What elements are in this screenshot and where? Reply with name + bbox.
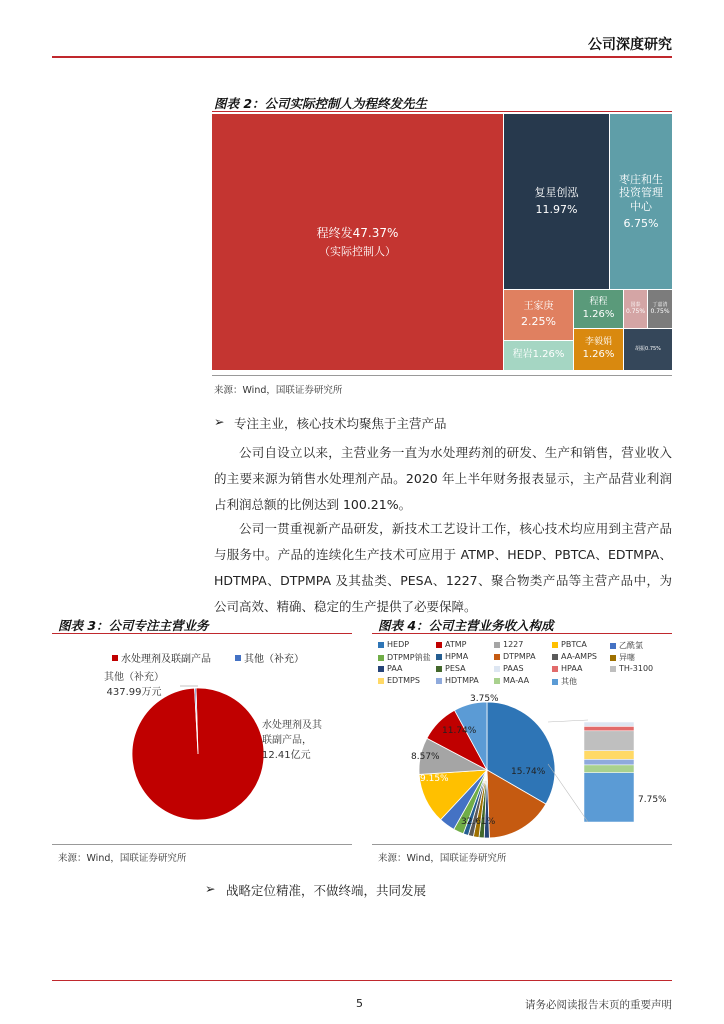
- treemap-block-chengcheng: [574, 290, 623, 328]
- figure4-legend-swatch: [436, 654, 442, 660]
- figure4-legend-swatch: [436, 642, 442, 648]
- figure4-title-rule: [372, 633, 672, 634]
- figure4-legend-item: [378, 676, 420, 685]
- figure4-breakdown-segment-1: [584, 765, 634, 773]
- treemap-label-small1: 国泰: [630, 302, 641, 309]
- figure2-title-rule: [212, 111, 672, 112]
- figure4-legend-swatch: [378, 655, 384, 661]
- figure2-bottom-rule: [212, 375, 672, 376]
- figure4-legend-item: [436, 676, 479, 685]
- figure4-label-pbtca: 11.74%: [442, 726, 477, 736]
- page-number: 5: [356, 997, 363, 1010]
- section1-paragraph-1: 公司自设立以来，主营业务一直为水处理药剂的研发、生产和销售，营业收入的主要来源为销售水处理剂产品。2020 年上半年财务报表显示，主产品营业利润占利润总额的比例达到 100.21%。: [214, 445, 672, 512]
- figure3-label-main-line3: 12.41亿元: [262, 750, 311, 761]
- figure4-label-other: 7.75%: [638, 795, 667, 805]
- treemap-label-zaozhuang: 枣庄和生投资管理中心: [619, 172, 663, 213]
- treemap-block-li: [574, 329, 623, 370]
- figure2-treemap: [212, 114, 672, 370]
- figure4-legend-label: 异噻: [619, 653, 635, 662]
- figure4-breakdown-segment-5: [584, 726, 634, 730]
- figure4-legend-item: [378, 640, 409, 649]
- figure3-label-other-value: 437.99万元: [106, 687, 162, 698]
- figure4-legend-item: [436, 664, 466, 673]
- figure4-label-dtpmpa: 15.74%: [511, 767, 546, 777]
- figure4-legend-swatch: [436, 678, 442, 684]
- figure4-legend-label: 乙酰氯: [619, 641, 643, 650]
- figure3-label-other: [104, 670, 164, 700]
- figure3-bottom-rule: [52, 844, 352, 845]
- header-divider: [52, 56, 672, 58]
- figure4-legend-swatch: [610, 666, 616, 672]
- treemap-label-small3: 胡振0.75%: [635, 346, 661, 353]
- figure4-legend-label: HDTMPA: [445, 676, 479, 685]
- figure4-pie-svg: [372, 690, 672, 842]
- figure4-legend-label: PESA: [445, 664, 466, 673]
- treemap-label-cheng: 程终发47.37%: [316, 225, 399, 240]
- treemap-label-fuxing: 复星创泓: [534, 186, 579, 200]
- figure4-legend-item: [378, 652, 431, 663]
- figure4-breakdown-segment-0: [584, 773, 634, 822]
- treemap-block-small1: [624, 290, 647, 328]
- figure4-legend-swatch: [610, 655, 616, 661]
- section1-paragraph-2: 公司一贯重视新产品研发，新技术工艺设计工作，核心技术均应用到主营产品与服务中。产品的连续化生产技术可应用于 ATMP、HEDP、PBTCA、EDTMPA、HDTMPA、DTPMPA 及其盐类、PESA、1227、聚合物类产品等主营产品中，为公司高效、精确、稳定的生产提供了必要保障。: [214, 521, 672, 614]
- treemap-pct-small1: 0.75%: [625, 308, 646, 316]
- figure4-legend-swatch: [552, 666, 558, 672]
- treemap-sub-cheng: （实际控制人）: [319, 244, 396, 258]
- legend-label-main: 水处理剂及联副产品: [121, 654, 211, 665]
- figure4-legend-item: [436, 640, 466, 649]
- figure4-legend-swatch: [378, 666, 384, 672]
- treemap-block-small2: [648, 290, 672, 328]
- figure4-breakdown-segment-6: [584, 722, 634, 726]
- figure4-legend-label: PAAS: [503, 664, 524, 673]
- footer-divider: [52, 980, 672, 981]
- section2-bullet-mark: ➢: [205, 881, 216, 896]
- treemap-block-zaozhuang: [610, 114, 672, 289]
- treemap-pct-small2: 0.75%: [650, 308, 670, 316]
- figure4-legend-item: [610, 640, 643, 651]
- figure4-legend-swatch: [552, 654, 558, 660]
- figure4-legend-label: PBTCA: [561, 640, 587, 649]
- figure4-legend-label: PAA: [387, 664, 403, 673]
- figure4-label-yixian: 3.75%: [470, 694, 499, 704]
- treemap-pct-fuxing: 11.97%: [535, 203, 578, 216]
- figure4-legend-item: [552, 652, 597, 661]
- section1-bullet-mark: ➢: [214, 414, 225, 429]
- figure4-legend-label: DTPMPA: [503, 652, 536, 661]
- figure4-legend-label: TH-3100: [619, 664, 654, 673]
- figure4-legend-swatch: [494, 654, 500, 660]
- figure4-legend-swatch: [378, 678, 384, 684]
- figure4-legend-item: [610, 664, 653, 673]
- treemap-block-chengyan: [504, 341, 573, 370]
- treemap-block-small3: [624, 329, 672, 370]
- figure4-breakdown-segment-2: [584, 759, 634, 764]
- figure4-legend-swatch: [494, 666, 500, 672]
- legend-label-other: 其他（补充）: [244, 654, 304, 665]
- figure4-legend-item: [494, 676, 529, 685]
- treemap-label-li: 李毅娟: [584, 337, 612, 348]
- figure4-legend-swatch: [494, 678, 500, 684]
- treemap-label-wang: 王家庚: [523, 300, 554, 312]
- figure4-legend-item: [552, 664, 583, 673]
- figure4-legend-label: EDTMPS: [387, 676, 420, 685]
- figure4-legend-item: [494, 652, 536, 661]
- figure4-legend-item: [436, 652, 468, 661]
- treemap-label-small2: 丁嘉清: [652, 302, 668, 309]
- figure3-label-other-name: 其他（补充）: [104, 672, 164, 683]
- figure4-legend-label: HPMA: [445, 652, 469, 661]
- figure4-connector-bottom: [548, 764, 588, 822]
- figure4-legend-label: MA-AA: [503, 676, 530, 685]
- figure4-title: 图表 4：公司主营业务收入构成: [378, 618, 554, 633]
- figure4-bottom-rule: [372, 844, 672, 845]
- treemap-label-chengyan: 程岩1.26%: [512, 349, 565, 361]
- figure4-source: 来源：Wind，国联证券研究所: [378, 853, 507, 864]
- treemap-block-wang: [504, 290, 573, 340]
- figure4-legend-label: 其他: [561, 677, 577, 686]
- treemap-pct-wang: 2.25%: [521, 315, 556, 329]
- figure4-connector-top: [548, 720, 588, 722]
- figure4-label-hedp: 32.61%: [461, 817, 496, 827]
- report-header-title: 公司深度研究: [588, 37, 672, 53]
- figure3-label-main-line2: 联副产品，: [262, 735, 312, 746]
- figure4-legend-item: [494, 664, 524, 673]
- treemap-pct-zaozhuang: 6.75%: [623, 216, 659, 230]
- figure4-legend-item: [552, 640, 587, 649]
- figure4-legend-item: [378, 664, 402, 673]
- figure4-legend-item: [494, 640, 523, 649]
- figure3-title: 图表 3：公司专注主营业务: [58, 618, 209, 633]
- figure3-chart: [52, 636, 352, 841]
- figure2-title: 图表 2：公司实际控制人为程终发先生: [214, 96, 428, 111]
- figure4-legend-swatch: [436, 666, 442, 672]
- figure4-legend-swatch: [552, 679, 558, 685]
- figure4-label-atmp: 9.15%: [420, 774, 449, 784]
- figure4-legend-item: [610, 652, 635, 663]
- figure4-legend-label: 1227: [503, 640, 524, 649]
- figure3-label-main: [262, 718, 322, 763]
- section2-bullet-text: 战略定位精准，不做终端，共同发展: [226, 883, 427, 898]
- figure4-label-1227: 8.57%: [411, 752, 440, 762]
- figure4-legend-label: AA-AMPS: [561, 652, 597, 661]
- figure4-legend-swatch: [552, 642, 558, 648]
- figure4-legend-swatch: [610, 643, 616, 649]
- figure4-breakdown-segment-3: [584, 751, 634, 760]
- figure3-title-rule: [52, 633, 352, 634]
- figure3-label-main-line1: 水处理剂及其: [262, 720, 322, 731]
- treemap-block-cheng: [212, 114, 503, 370]
- treemap-block-fuxing: [504, 114, 609, 289]
- figure4-breakdown-segment-4: [584, 731, 634, 751]
- figure4-legend-label: ATMP: [445, 640, 467, 649]
- treemap-pct-li: 1.26%: [582, 349, 615, 361]
- section1-bullet-text: 专注主业，核心技术均聚焦于主营产品: [234, 416, 447, 431]
- figure4-legend-label: HEDP: [387, 640, 410, 649]
- figure4-legend-label: HPAA: [561, 664, 583, 673]
- figure2-source: 来源：Wind，国联证券研究所: [214, 385, 343, 396]
- treemap-pct-chengcheng: 1.26%: [582, 308, 615, 320]
- figure3-source: 来源：Wind，国联证券研究所: [58, 853, 187, 864]
- figure4-legend-item: [552, 676, 577, 687]
- figure4-legend-swatch: [378, 642, 384, 648]
- figure4-legend-label: DTPMP钠盐: [387, 653, 431, 662]
- treemap-label-chengcheng: 程程: [589, 296, 608, 307]
- figure4-legend-swatch: [494, 642, 500, 648]
- footer-disclaimer: 请务必阅读报告末页的重要声明: [525, 999, 672, 1011]
